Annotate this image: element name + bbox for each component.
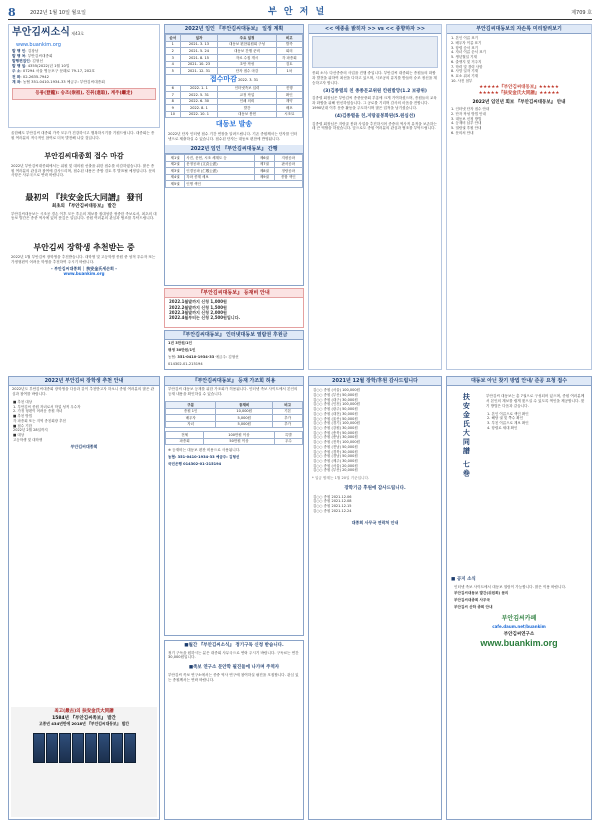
list-item: 김○○ 종원 (강원) 30,000원 [313,426,358,430]
cell: 2022. 8. 1 [180,105,218,112]
books-heading: 최고(最古)의 扶安金氏大同譜 [54,709,114,714]
list-item: 김○○ 종원 (인천) 100,000원 [313,402,360,407]
page-header [8,6,592,20]
col-header: 비고 [276,35,302,42]
list-item: 김○○ 종원 (서울) 20,000원 [313,463,358,468]
schedule-title: 2022년 임인 『부안김씨대동보』 일정 계획 [165,25,303,34]
list-item: 3. 부친 이름으로 계보 확인 [487,420,529,425]
masthead-url[interactable]: www.buankim.org [16,41,61,48]
list-item: 6. 문의처 안내 [451,130,474,135]
cell: 종원 1인 [166,408,216,415]
list-item: 2. 단자 작성 방법 안내 [451,112,486,117]
list-item: ■ 추천 방법 [13,414,33,419]
scholarship-section [8,240,160,276]
list-item: ■ 대상 [13,432,25,437]
schedule-big-text: 대동보 발송 [215,120,253,129]
notice-section [451,577,587,649]
list-item: 김○○ 종원 (경기) 100,000원 [313,421,360,426]
cell: 2022. 5. 31 [180,92,218,99]
cell: 인터넷족보 입력 [218,85,276,92]
cell: 2022. 1. 1 [180,85,218,92]
cell: 추가 [273,415,303,422]
books-panel [11,707,157,817]
cell: 제9권 [255,174,274,181]
guide-stars-1: ★★★★★『부안김씨대동보』★★★★★ [479,85,559,91]
info-key: 발 행 처 [12,53,26,58]
thanks-note: * 입금 합계는 1월 20일 기준입니다. [312,476,370,481]
cell: 단자 접수 마감 [218,68,276,75]
fee-table-2 [165,431,303,445]
news-h3: (4)김종렬을 친,지랑골봉화된(5.원심선) [334,113,416,119]
contact-line: 부안김씨대종회 사무국 [454,598,490,603]
cell: 대동보 편찬위원회 구성 [218,41,276,48]
cell: 전체 [166,432,204,439]
issue-date: 2022년 1월 10일 월요일 [30,10,87,16]
cell: 각 파종회 [276,54,302,61]
fee-table [165,401,303,428]
table-row [166,74,303,85]
books-sub: 1584년 『부안김씨족보』 발간 [52,715,116,721]
fee-notes: ※ 등재비는 대동보 편찬 비용으로 사용됩니다. [168,448,241,453]
col-header: 구분 [166,401,216,408]
cell: 계약 [276,98,302,105]
list-item: 2022.3월말까지 신청 2,000원 [169,310,227,316]
info-key: 발 행 일 [12,64,26,69]
fee-box [164,376,304,636]
list-item: 4. 등재비 납부 안내 [451,121,482,126]
col-header: 일자 [180,35,218,42]
site-url[interactable]: www.buankim.org [480,638,558,649]
cell: 2021. 10. 23 [180,61,218,68]
cell: 진행 [276,85,302,92]
mid-title: 접수마감 [209,75,237,84]
guide-list [447,34,591,85]
cell: 각파 종계 세보 [185,174,255,181]
cell: 1 [166,41,181,48]
info-value: 07294 서울 영등포구 문래로 79-17, 202호 [22,69,95,74]
donation-list [165,298,303,322]
cell: 인경공파 (仁敬公派) [185,168,255,175]
info-key: 계 좌 [12,79,21,84]
list-item: 김○○ 종원 (울산) 50,000원 [313,416,358,421]
cell: 지평공파 [274,155,302,162]
donation2-line: 1년 3만원/1인 [168,341,192,346]
col-header: 비고 [273,401,303,408]
fee-title: 『부안김씨대동보』 등재 가조회 허용 [165,377,303,386]
cell: 시조묘 [276,111,302,118]
books-sub2: 고종년 434년만에 2018년 『부안김씨대동보』 발간 [38,721,130,727]
cell: 7 [166,92,181,99]
cell: 특별 [274,432,302,439]
intro-text: 올한해도 부안김씨 대종회 가족 모두가 건강하시고 행복하시기를 기원드립니다. 대종회는 종원 여러분의 적극적인 참여로 더욱 발전해 나갈 것입니다. [11,131,155,140]
cell: 제3권 [166,168,185,175]
scholar-title: 2022년 부안김씨 장학생 추천 안내 [9,377,159,386]
cell: 정랑공파 [274,168,302,175]
list-item: 각 파종회 또는 지역 종친회장 추천 [13,418,66,423]
sub-body: 정기 구독을 원하시는 분은 대종회 사무국으로 연락 주시기 바랍니다. 구독료는 연간 30,000원입니다. [168,650,299,660]
list-item: 2. 해당 권 및 쪽수 확인 [487,416,523,421]
contact-line: 부안김씨 산하 종회 안내 [454,605,493,610]
list-item: 김○○ 종원 2021.12.15 [313,504,352,509]
cell: 8 [166,98,181,105]
cell: 기본 [273,408,303,415]
list-item: 1. 부안김씨 종원 자녀로서 학업 성적 우수자 [13,404,81,409]
list-item: 2. 가정 형편이 어려운 종원 자녀 [13,409,63,414]
donation2-line: 평생 30만원/1인 [168,348,196,353]
list-item: 7. 학력 및 경력 사항 [451,64,483,69]
table-row [166,111,303,118]
info-value: 김형선 [32,59,43,64]
subscription-box [164,640,304,820]
sub-title-2: ■족보 연구소 문안학 필진들에 나가며 주역자 [188,665,280,671]
info-value: 부안김씨대종회 [27,53,53,58]
table-row [166,438,303,445]
book-volume [85,733,97,763]
list-item: 5. 생년월일 기재 [451,55,477,60]
vertical-title: 扶安金氏大同譜 七卷 [462,393,472,479]
org-label: 부안김씨연구소 [503,631,535,637]
sub-title: ■월간 『부안김씨소식』 정기구독 신청 받습니다. [184,643,284,648]
cell: 사진, 문헌, 시조 세계도 등 [185,155,255,162]
guide-title: 부안김씨대동보의 자손록 미리알려보기 [447,25,591,34]
cell: 2022. 10. 1 [180,111,218,118]
cell: 추가 [273,421,303,428]
cell: 우수 [274,438,302,445]
cell: 2022. 6. 30 [180,98,218,105]
list-item: 고등학생 및 대학생 [13,437,43,442]
book-body: 부안김씨대동보는 시조공 경손 이후 모든 후손의 계보를 집대성한 귀중한 족보로서, 최초의 대동보 발간은 종중 역사에 있어 뜻깊은 일입니다. 종원 여러분의 관심과 협조를 부탁드립니다. [11,211,157,221]
cell: 10 [166,111,181,118]
schedule-note: 2022년 단자 인터넷 접수 기간 연장을 알려드립니다. 기존 종원께서는 단자를 인터넷으로 제출하실 수 있습니다. 접수된 단자는 대동보 편찬에 반영됩니다. [168,132,298,141]
news-photo [312,36,438,68]
list-item: 김○○ 종원 (서울) 100,000원 [313,388,360,393]
cell: 배포 [276,105,302,112]
list-item: 김○○ 종원 (경북) 30,000원 [313,449,358,454]
reg-heading: 부안김씨대종회 접수 마감 [44,151,124,160]
list-item: 2. 배우자 이름 표기 [451,40,482,45]
news-p3: 김종렬 회장님은 지랑골 봉화 사업을 추진하시어 종중의 역사적 유적을 보존하는 데 큰 역할을 하셨습니다. 앞으로도 종원 여러분의 관심과 협조를 부탁드립니다. [312,121,437,131]
cell: 검토 [276,61,302,68]
thanks-list [309,386,441,475]
list-item: 4. 자녀 이름 순서 표기 [451,50,486,55]
list-item: 2022.2월말까지 신청 1,500원 [169,304,227,310]
vertical-title-wrap [453,393,479,563]
info-value: 김창남 [27,48,39,53]
cell: 5 [166,68,181,75]
fee-account: 농협: 351-0410-1934-33 예금주: 김형선 [168,455,240,460]
masthead-tagline: 등룡(登龍): 숭조(崇祖), 진취(進取), 계주(繼走) [12,88,156,100]
guide-stars-2: ★★★★★『扶安金氏大同譜』★★★★★ [478,91,560,97]
finder-content [483,393,589,432]
list-item: 6. 출생지 및 거주지 [451,59,482,64]
list-item: 4. 항렬로 세대 확인 [487,425,518,430]
cell: 자료 수집 개시 [218,54,276,61]
scholar-box [8,376,160,820]
fee-phone: 국민은행 014302-01-215194 [168,462,222,466]
list-item: 9. 묘소 위치 기재 [451,74,478,78]
cell: 문정공파 (文貞公派) [185,161,255,168]
news-box [308,24,442,370]
cell: 1차 [276,68,302,75]
thanks-box [308,376,442,820]
donation-title: 『부안김씨대동보』 등재비 안내 [165,289,303,298]
book-sub: 최초의 『부안김씨대동보』 발간 [51,204,117,209]
list-item: 2022년 2월 28일까지 [13,428,48,433]
book-heading: 最初의 『扶安金氏大同譜』 發刊 [25,192,143,202]
cell: 확인 [276,92,302,99]
cell: 제6권 [255,155,274,162]
masthead-title: 부안김씨소식 [12,27,70,38]
info-value: 4355(2022)년 1월 10일 [27,64,70,69]
table-row [166,421,303,428]
cell: 4 [166,61,181,68]
page-number: 8 [8,6,16,19]
list-item: 2022.4월부터는 신청 2,500원입니다. [169,315,241,321]
list-item: 김○○ 종원 (전북) 100,000원 [313,440,360,445]
masthead-issue: 제43호 [71,31,85,36]
cell: 교정 작업 [218,92,276,99]
cell: 제5권 [166,181,185,188]
list-item: 1. 인터넷 단자 접수 안내 [451,107,490,112]
cell: 대동보 간행 준비 [218,48,276,55]
account-number: 351-0410-1934-33 [177,354,215,359]
list-item: 김○○ 종원 (부산) 50,000원 [313,392,358,397]
list-item: 김○○ 종원 (전남) 50,000원 [313,444,358,449]
info-value: 02-2635-7942 [22,74,49,79]
cell: 초안 작성 [218,61,276,68]
mid-note: 2022. 3. 31 [238,78,259,83]
list-item: 김○○ 종원 (광주) 50,000원 [313,407,358,412]
guide-faq-title: 2022년 임인년 회보 『부안김씨대동보』 안내 [472,99,566,105]
donation-box [164,288,304,328]
cell: 자녀 [166,421,216,428]
schedule-box [164,24,304,286]
info-key: 발행편집인 [12,59,30,64]
news-p2: 김종렬 회장님은 부안김씨 종중문중회 부흥에 크게 기여하셨으며, 종원들의 교육과 화합을 위해 헌신하셨습니다. 그 공로를 기리며 감사의 마음을 전합니다. 1990년대 이후 문중 활동을 주도하시며 많은 업적을 남기셨습니다. [312,96,437,111]
book-volume [46,733,58,763]
book-volume [124,733,136,763]
cell: 100만원 이상 [204,432,275,439]
list-item: 김○○ 종원 (대구) 30,000원 [313,397,358,402]
cell: 50만원 이상 [204,438,275,445]
price-table [165,154,303,188]
cell: 9 [166,105,181,112]
schedule-table [165,34,303,118]
list-item: 김○○ 종원 2021.12.24 [313,508,352,513]
news-p1: 종회 소식: 다산종중의 사업을 진행 중입니다. 부안김씨 대종회는 종원들의 화합과 발전을 위하여 최선을 다하고 있으며, 시조공의 유지를 받들어 숭조 정신을 계승하고자 합니다. [312,71,437,85]
thanks-title: 2021년 12월 장학/후원 감사드립니다 [309,377,441,386]
notice-title: ■ 공지 소식 [451,577,476,582]
finder-box [446,376,592,820]
info-key: 전 화 [12,74,21,79]
book-row [11,731,157,765]
list-item: 김○○ 종원 2021.12.06 [313,494,352,499]
cafe-label: 부안김씨카페 [501,615,537,622]
list-item: 1. 본인 이름 표기 [451,36,478,41]
list-item: 3. 대동보 신청 방법 [451,116,482,121]
guide-box [446,24,592,370]
list-item: 5. 열람권 후원 안내 [451,126,482,131]
scholarship-heading: 부안김씨 장학생 추천받는 중 [33,242,135,252]
contact-line: 부안김씨대동보 발간(위원회) 문의 [454,591,509,596]
info-value: 농협 351-0410-1934-33 예금주: 부안김씨대종회 [22,79,105,84]
list-item: ■ 추천 대상 [13,399,33,404]
scholarship-body: 2022년 1월 부안김씨 장학생을 추천받습니다. 대학생 및 고등학생 종원 중 성적 우수자 또는 가정형편이 어려운 학생을 추천하여 주시기 바랍니다. [11,255,156,264]
cell: 6 [166,85,181,92]
masthead-box [8,24,160,128]
reg-body: 2022년 부안김씨대종회에서는 위원 및 대의원 선출을 위한 접수를 마감하였습니다. 많은 종원 여러분의 관심과 참여에 감사드리며, 접수된 내용은 종합 검토 후 발표될 예정입니다. 문의사항은 사무국으로 연락 바랍니다. [11,163,156,178]
notice-body: 인터넷 족보 사이트에서 대동보 열람이 가능합니다. 많은 이용 바랍니다. [454,584,567,589]
col-header: 등재비 [216,401,273,408]
col-header: 순서 [166,35,181,42]
scholarship-url[interactable]: www.buankim.org [63,270,105,276]
thanks-list-2 [309,493,441,516]
reg-section [8,150,160,179]
cell: 판서공파 [274,161,302,168]
cell: 발간 [218,105,276,112]
book-volume [33,733,45,763]
cafe-url[interactable]: cafe.daum.net/buankim [492,623,546,629]
news-title: << 예종을 밝히자 >> vs << 종향하자 >> [309,25,441,34]
cell: 2021. 12. 31 [180,68,218,75]
scholar-list [9,398,159,444]
price-title: 2022년 임인 『부안김씨대동보』 간행 [165,145,303,154]
cell: 회의 [276,48,302,55]
finder-title: 대동보 아닌 찾기 방법 안내/ 준공 요청 접수 [447,377,591,386]
cell: 5,000원 [216,421,273,428]
donation2-title: 『부안김씨대동보』 인터넷대동보 열람권 후원금 [165,331,303,340]
scholar-body: 2022년도 부안김씨대종회 장학생을 다음과 같이 추천받고자 하오니 종원 여러분의 많은 관심과 참여를 바랍니다. [12,387,155,397]
book-section [8,190,160,222]
info-key: 주 소 [12,69,21,74]
list-item: 김○○ 종원 (부산) 20,000원 [313,468,358,473]
donation2-phone: 014302-01-215194 [168,361,203,366]
newspaper-title: 부 안 저 널 [268,7,327,17]
list-item: 김○○ 종원 (충남) 30,000원 [313,435,358,440]
list-item: 김○○ 종원 (충북) 50,000원 [313,430,358,435]
list-item: 김○○ 종원 (대전) 30,000원 [313,411,358,416]
sub-body-2: 부안김씨 족보 연구소에서는 종중 역사 연구에 참여하실 필진을 모집합니다. 관심 있는 종원께서는 연락 바랍니다. [168,672,299,682]
news-h2: (3)김종렬의 친 종종문교위원 칸원발망(1.2 보광위) [323,88,427,94]
cell: 대동보 봉헌 [218,111,276,118]
list-item: 2022.1월말까지 신청 1,000원 [169,299,227,305]
cell: 2 [166,48,181,55]
cell: 인명 색인 [185,181,303,188]
issue-number: 제709 호 [571,10,592,16]
col-header: 주요 일정 [218,35,276,42]
cell: 2021. 8. 15 [180,54,218,61]
cell: 제2권 [166,161,185,168]
list-item: 김○○ 종원 2021.12.08 [313,499,352,504]
guide-faq-list [447,106,591,136]
scholarship-foot: - 부안김씨대종회 │ 扶安金氏세손회 - [51,265,117,271]
finder-body: 부안김씨 대동보는 총 7권으로 구성되어 있으며, 종원 여러분께서 본인의 계보를 쉽게 찾으실 수 있도록 색인을 제공합니다. 찾기 방법은 다음과 같습니다. [486,394,585,408]
cell: 2021. 5. 24 [180,48,218,55]
list-item: 8. 사망 일자 기재 [451,69,478,74]
list-item: 김○○ 종원 (경남) 50,000원 [313,454,358,459]
donation2-box: 『부안김씨대동보』 인터넷대동보 열람권 후원금 1년 3만원/1인 평생 30만원/1인 농협: 351-0410-1934-33 예금주: 김형선 014302-01-215194 [164,330,304,370]
book-volume [111,733,123,763]
scholar-ack: 부안김씨대종회 [70,444,98,450]
list-item: 10. 사진 첨부 [451,78,473,83]
cell: 파종회 [166,438,204,445]
cell: 5,000원 [216,415,273,422]
book-volume [59,733,71,763]
info-key: 발 행 인 [12,48,26,53]
cell: 2021. 3. 13 [180,41,218,48]
book-volume [72,733,84,763]
account-holder: 예금주: 김형선 [215,354,239,359]
cell: 발족 [276,41,302,48]
list-item: 1. 본인 이름으로 색인 확인 [487,411,529,416]
cell: 제4권 [166,174,185,181]
list-item: ■ 접수 기한 [13,423,33,428]
cell: 배우자 [166,415,216,422]
list-item: 김○○ 종원 (제주) 30,000원 [313,459,358,464]
cell: 종합 색인 [274,174,302,181]
table-row [166,181,303,188]
cell: 제7권 [255,161,274,168]
cell: 제8권 [255,168,274,175]
cell: 3 [166,54,181,61]
account-label: 농협 [168,354,175,359]
list-item: 3. 항렬 순서 표기 [451,45,478,50]
fee-intro: 부안김씨 대동보 등재를 위한 가조회가 허용됩니다. 인터넷 족보 사이트에서 본인의 등재 내용을 확인하실 수 있습니다. [168,387,298,397]
book-volume [98,733,110,763]
cell: 제1권 [166,155,185,162]
finder-list [483,410,589,433]
masthead-info: 발 행 인: 김창남 발 행 처: 부안김씨대종회 발행편집인: 김형선 발 행 일: 4355(2022)년 1월 10일 주 소: 07294 서울 영등포구 문래로 79-17, 202호 전 화: 02-2635-7942 계 좌: 농협 351-0410-1934-33 예금주: 부안김씨대종회 [12,48,105,84]
thanks-title-2: 장학기금 후원에 감사드립니다. [344,486,406,492]
cell: 10,000원 [216,408,273,415]
thanks-foot: 대종회 사무국 연락처 안내 [351,519,399,525]
cell: 인쇄 의뢰 [218,98,276,105]
